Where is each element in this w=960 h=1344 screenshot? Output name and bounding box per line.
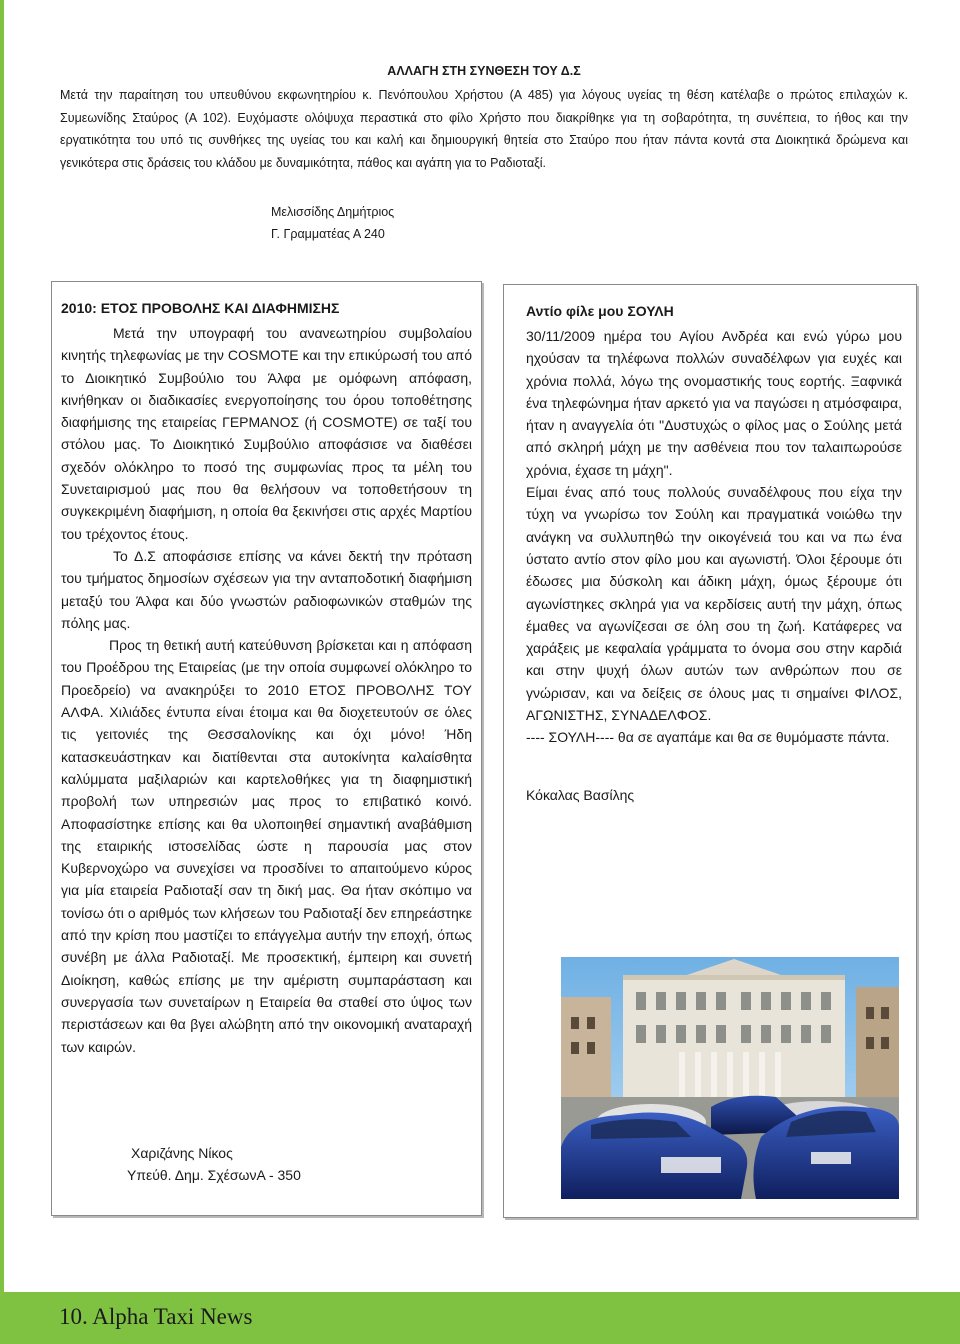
farewell-article-title: Αντίο φίλε μου ΣΟΥΛΗ xyxy=(526,303,674,319)
board-change-notice xyxy=(60,64,908,174)
farewell-paragraph-2: Είμαι ένας από τους πολλούς συναδέλφους που είχα την τύχη να γνωρίσω τον Σούλη και πραγματικά νοιώθω την ανάγκη να συλλυπηθώ την οικογένειά του και να πω ένα ύστατο αντίο στον φίλο μου και αγωνιστή. Όλοι ξέρουμε ότι έδωσες μια δύσκολη και άδικη μάχη, όμως ξέρουμε ότι αγωνίστηκες σκληρά για να κερδίσεις αυτή την μάχη, όπως έμαθες να αγωνίζεσαι σε όλη σου τη ζωή. Κατάφερες να χαράξεις με κεφαλαία γράμματα το όνομα σου στην καρδιά και στην ψυχή όλων αυτών των ανθρώπων που σε γνώρισαν, και να δείξεις σε όλους μας τι σημαίνει ΦΙΛΟΣ, ΑΓΩΝΙΣΤΗΣ, ΣΥΝΑΔΕΛΦΟΣ. xyxy=(526,484,902,724)
farewell-article-author: Κόκαλας Βασίλης xyxy=(526,786,635,803)
advertising-paragraph-1: Μετά την υπογραφή του ανανεωτηρίου συμβολαίου κινητής τηλεφωνίας με την COSMOTE και την επικύρωσή του από το Διοικητικό Συμβούλιο του Άλφα με ομόφωνη απόφαση, κινήθηκαν οι διαδικασίες ενεργοποίησης του όρου τοποθέτησης διαφήμισης της εταιρείας ΓΕΡΜΑΝΟΣ (ή COSMOTE) σε ταξί του στόλου μας. Το Διοικητικό Συμβούλιο αποφάσισε να διαθέσει σχεδόν ολόκληρο το ποσό της συμφωνίας προς τα μέλη του Συνεταιρισμού μας που θα θελήσουν να τοποθετήσουν τη συγκεκριμένη διαφήμιση, η οποία θα ξεκινήσει στις αρχές Μαρτίου του τρέχοντος έτους. xyxy=(61,325,472,542)
farewell-paragraph-1: 30/11/2009 ημέρα του Αγίου Ανδρέα και ενώ γύρω μου ηχούσαν τα τηλέφωνα πολλών συναδέλφων για ευχές και χρόνια πολλά, λόγω της ονομαστικής τους εορτής. Ξαφνικά ένα τηλεφώνημα ήταν αρκετό για να παγώσει η ατμόσφαιρα, ήταν η αναγγελία ότι "Δυστυχώς ο φίλος μας ο Σούλης μετά από σκληρή μάχη με την ασθένεια που τον ταλαιπωρούσε χρόνια, έχασε τη μάχη". xyxy=(526,328,902,478)
footer-bar xyxy=(0,1292,960,1344)
advertising-article-author xyxy=(127,1142,301,1186)
advertising-paragraph-2: Το Δ.Σ αποφάσισε επίσης να κάνει δεκτή την πρόταση του τμήματος δημοσίων σχέσεων για την ανταποδοτική διαφήμιση μεταξύ του Άλφα και δύο γνωστών ραδιοφωνικών σταθμών της πόλης μας. xyxy=(61,547,472,631)
notice-paragraph: Μετά την παραίτηση του υπευθύνου εκφωνητηρίου κ. Πενόπουλου Χρήστου (Α 485) για λόγους υγείας τη θέση κατέλαβε ο πρώτος επιλαχών κ. Συμεωνίδης Σταύρος (Α 102). Ευχόμαστε ολόψυχα περαστικά στο φίλο Χρήστο που διακρίθηκε για τη σοβαρότητα, τη συνέπεια, το ήθος και την εργατικότητα του υπό τις συνθήκες της υγείας του και καλή και δημιουργική θητεία στο Σταύρο που ήταν πάντα κοντά στα Διοικητικά δρώμενα και γενικότερα στις δράσεις του κλάδου με δυναμικότητα, πάθος και αγάπη για το Ραδιοταξί. xyxy=(60,88,908,170)
notice-signature-name: Μελισσίδης Δημήτριος xyxy=(271,205,395,219)
advertising-paragraph-3: Προς τη θετική αυτή κατεύθυνση βρίσκεται και η απόφαση του Προέδρου της Εταιρείας (με την οποία συμφωνεί ολόκληρο το Προεδρείο) να ανακηρύξει το 2010 ΕΤΟΣ ΠΡΟΒΟΛΗΣ ΤΟΥ ΑΛΦΑ. Χιλιάδες έντυπα είναι έτοιμα και θα διοχετευτούν σε όλες τις γειτονιές της Θεσσαλονίκης και όχι μόνο! Ήδη κατασκευάστηκαν και διατίθενται στα αυτοκίνητα καλαίσθητα καλύμματα μαξιλαριών και καρτελοθήκες για τη διαφημιστική προβολή των υπηρεσιών μας προς το επιβατικό κοινό. Αποφασίστηκε επίσης και θα υλοποιηθεί σημαντική αναβάθμιση της εταιρικής ιστοσελίδας ώστε η παρουσία μας στον Κυβερνοχώρο να συνεχίσει να προσδίνει το απαιτούμενο κύρος για μία εταιρεία Ραδιοταξί σαν τη δική μας. Θα ήταν σκόπιμο να τονίσω ότι ο αριθμός των κλήσεων του Ραδιοταξί δεν επηρεάστηκε από την κρίση που μαστίζει το επάγγελμα αυτήν την εποχή, όπως συνέβη με άλλα Ραδιοταξί. Με προσεκτική, έμπειρη και συνετή Διοίκηση, καθώς επίσης με την αμέριστη συμπαράσταση και συνεργασία των συνεταίρων η Εταιρεία θα σταθεί στο ύψος των περιστάσεων και θα βγει αλώβητη από την οικονομική αναταραχή των καιρών. xyxy=(61,637,472,1055)
notice-title: ΑΛΛΑΓΗ ΣΤΗ ΣΥΝΘΕΣΗ ΤΟΥ Δ.Σ xyxy=(387,64,581,78)
left-accent-bar xyxy=(0,0,4,1292)
advertising-author-role: Υπεύθ. Δημ. ΣχέσωνΑ - 350 xyxy=(127,1167,301,1183)
advertising-article-title: 2010: ΕΤΟΣ ΠΡΟΒΟΛΗΣ ΚΑΙ ΔΙΑΦΗΜΙΣΗΣ xyxy=(61,300,340,316)
notice-signature-role: Γ. Γραμματέας Α 240 xyxy=(271,227,385,241)
footer-page-label: 10. Alpha Taxi News xyxy=(59,1304,253,1329)
building-with-taxis-photo xyxy=(561,957,899,1199)
advertising-author-name: Χαριζάνης Νίκος xyxy=(131,1145,233,1161)
advertising-article-box xyxy=(51,281,482,1216)
farewell-paragraph-3: ---- ΣΟΥΛΗ---- θα σε αγαπάμε και θα σε θυμόμαστε πάντα. xyxy=(526,729,890,746)
